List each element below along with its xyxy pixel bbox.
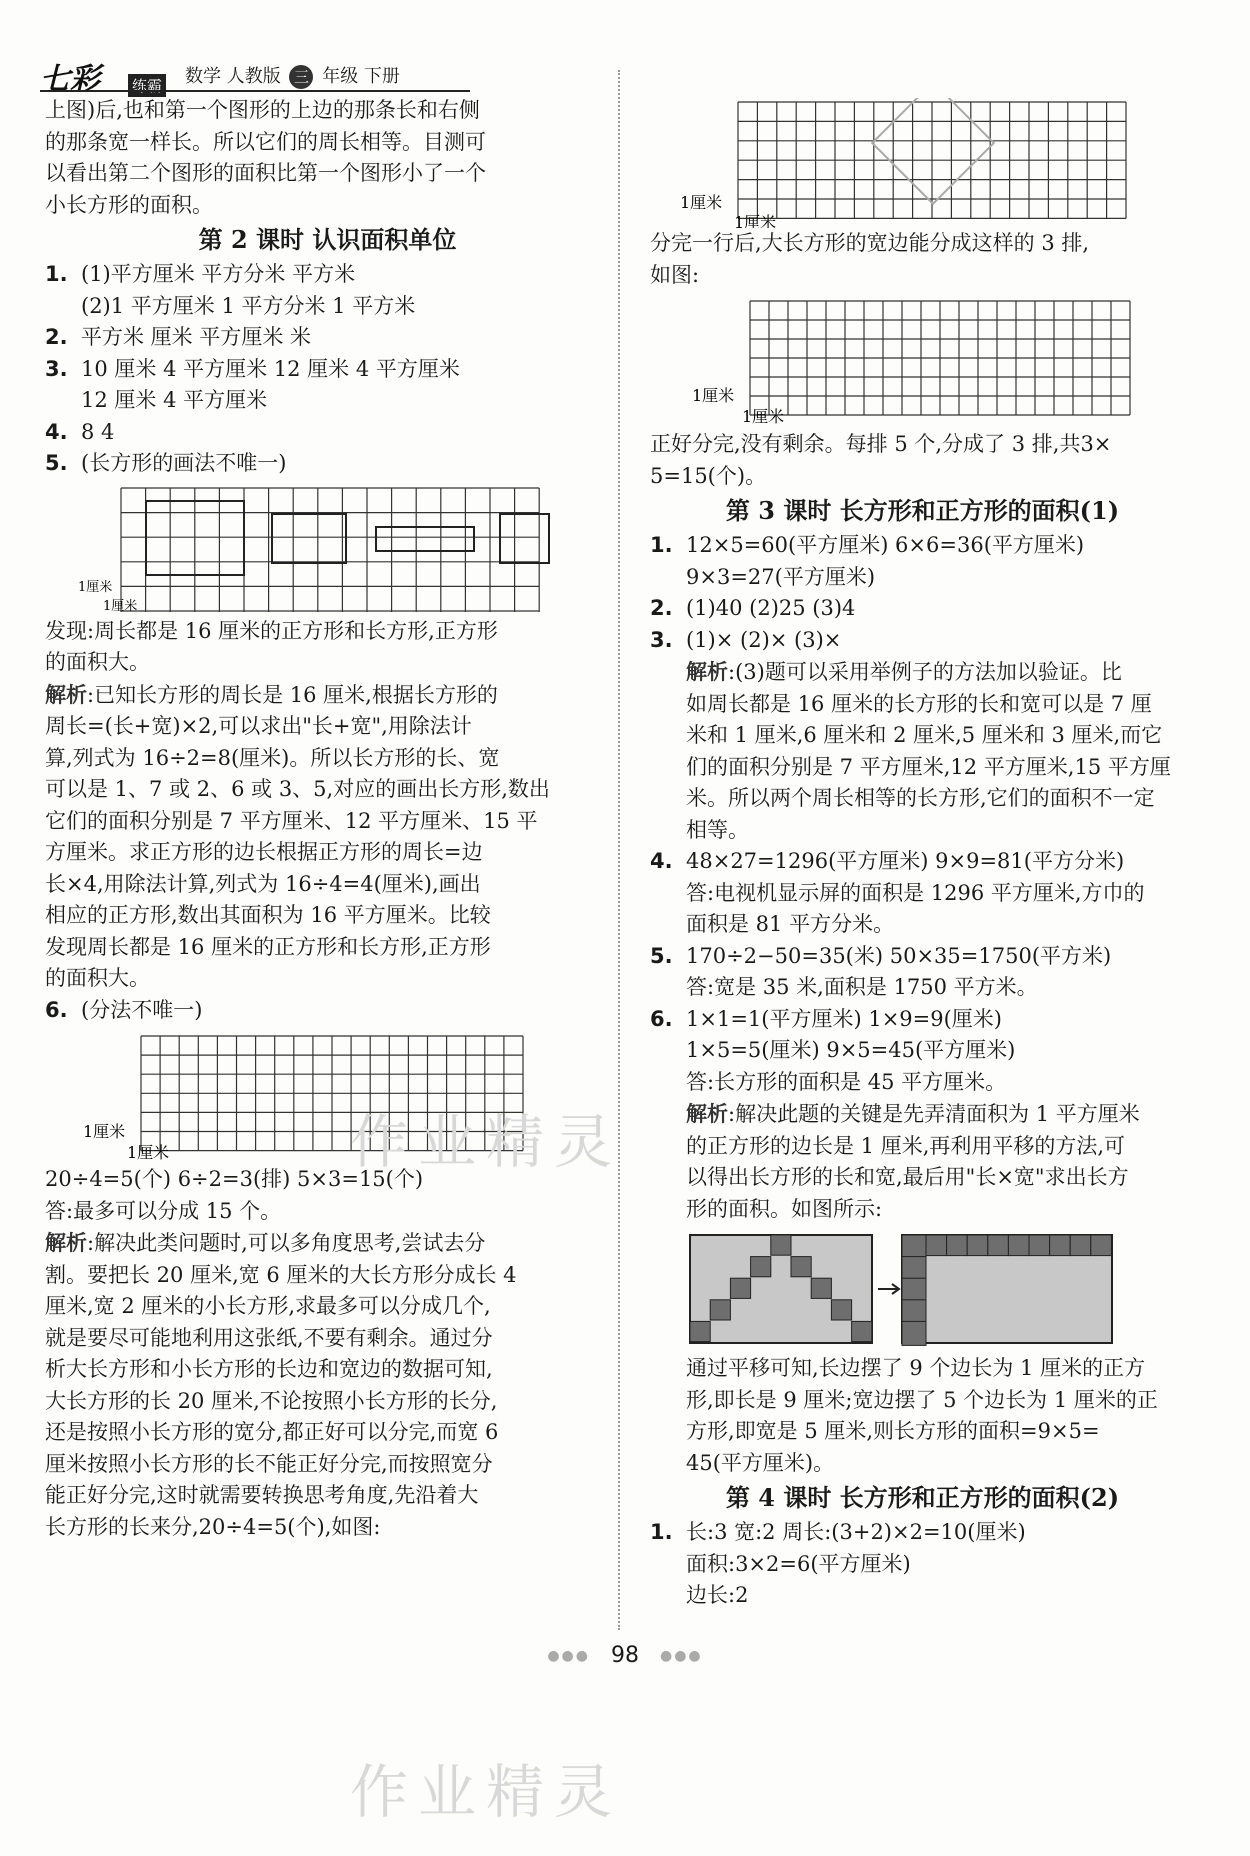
- unit-square: [791, 1257, 811, 1277]
- question-number: 6.: [45, 997, 68, 1022]
- unit-square: [771, 1235, 791, 1255]
- translation-figure: [650, 1229, 1195, 1349]
- text-line: 5=15(个)。: [650, 463, 767, 488]
- question-number: 4.: [45, 419, 68, 444]
- analysis-line: 割。要把长 20 厘米,宽 6 厘米的大长方形分成长 4: [45, 1262, 517, 1287]
- answer-line: (1)40 (2)25 (3)4: [686, 596, 856, 620]
- text-line: 通过平移可知,长边摆了 9 个边长为 1 厘米的正方: [686, 1356, 1146, 1380]
- brand-tag: 练霸: [128, 74, 166, 97]
- unit-square: [967, 1235, 988, 1256]
- unit-square: [902, 1300, 926, 1324]
- question-number: 3.: [45, 356, 68, 381]
- grid-figure-q5: [45, 484, 610, 612]
- analysis-line: 的面积大。: [45, 966, 150, 990]
- unit-square: [902, 1235, 926, 1259]
- answer-line: (分法不唯一): [81, 997, 203, 1022]
- unit-label-horizontal: 1厘米: [127, 1143, 170, 1160]
- section-title: 第 2 课时 认识面积单位: [198, 225, 457, 254]
- analysis-line: 算,列式为 16÷2=8(厘米)。所以长方形的长、宽: [45, 745, 500, 770]
- intro-line: 上图)后,也和第一个图形的上边的那条长和右侧: [45, 98, 480, 122]
- unit-square: [1008, 1235, 1029, 1256]
- answer-line: 答:电视机显示屏的面积是 1296 平方厘米,方巾的: [686, 880, 1145, 905]
- unit-square: [988, 1235, 1009, 1256]
- dots-icon: ●●●: [547, 1648, 590, 1664]
- answer-line: 1×5=5(厘米) 9×5=45(平方厘米): [686, 1038, 1016, 1062]
- calc-line: 20÷4=5(个) 6÷2=3(排) 5×3=15(个): [45, 1167, 424, 1191]
- question-number: 2.: [650, 596, 673, 620]
- question-1: [650, 530, 1195, 593]
- analysis-line: 方厘米。求正方形的边长根据正方形的周长=边: [45, 840, 483, 864]
- question-2: [45, 322, 610, 354]
- page-header: [40, 52, 470, 97]
- analysis-label: 解析: [45, 1230, 87, 1255]
- analysis-text: :(3)题可以采用举例子的方法加以验证。比: [728, 660, 1122, 684]
- watermark: 作业精灵: [350, 1758, 623, 1826]
- analysis-line: 们的面积分别是 7 平方厘米,12 平方厘米,15 平方厘: [686, 754, 1171, 779]
- question-number: 1.: [650, 533, 673, 557]
- drawn-square: [500, 514, 549, 563]
- translation-svg: [650, 1229, 1195, 1349]
- analysis-line: 周长=(长+宽)×2,可以求出"长+宽",用除法计: [45, 714, 472, 738]
- arrow-icon: [878, 1284, 899, 1294]
- question-number: 6.: [650, 1006, 673, 1031]
- unit-square: [1050, 1235, 1071, 1256]
- left-column: [45, 95, 610, 1543]
- answer-line: 长:3 宽:2 周长:(3+2)×2=10(厘米): [686, 1520, 1026, 1544]
- analysis-line: 形的面积。如图所示:: [686, 1196, 883, 1221]
- text-line: 方形,即宽是 5 厘米,则长方形的面积=9×5=: [686, 1419, 1100, 1443]
- analysis-line: 发现周长都是 16 厘米的正方形和长方形,正方形: [45, 934, 491, 959]
- grid-r1-svg: [650, 98, 1195, 228]
- unit-square: [730, 1278, 750, 1298]
- unit-square: [710, 1300, 730, 1320]
- brand-logo: 七彩: [40, 62, 100, 97]
- intro-line: 小长方形的面积。: [45, 192, 213, 217]
- grid-figure-r1: [650, 98, 1195, 228]
- unit-label-vertical: 1厘米: [78, 579, 113, 595]
- analysis-line: [45, 1227, 610, 1260]
- right-column: [650, 98, 1195, 1612]
- analysis-line: [650, 1098, 1195, 1131]
- text-line: 形,即长是 9 厘米;宽边摆了 5 个边长为 1 厘米的正: [686, 1387, 1158, 1412]
- question-2: [650, 593, 1195, 625]
- unit-square: [811, 1278, 831, 1298]
- answer-line: (1)× (2)× (3)×: [686, 627, 842, 652]
- dots-icon: ●●●: [660, 1648, 703, 1664]
- text-line: 正好分完,没有剩余。每排 5 个,分成了 3 排,共3×: [650, 432, 1112, 456]
- question-5: [650, 941, 1195, 1004]
- analysis-line: 析大长方形和小长方形的长边和宽边的数据可知,: [45, 1357, 493, 1381]
- answer-line: (1)平方厘米 平方分米 平方米: [81, 262, 356, 286]
- subject-label: 数学 人教版: [185, 66, 281, 87]
- analysis-line: 的正方形的边长是 1 厘米,再利用平移的方法,可: [686, 1133, 1126, 1158]
- answer-line: 12 厘米 4 平方厘米: [81, 388, 268, 412]
- answer-line: 8 4: [81, 419, 115, 444]
- question-6: [45, 995, 610, 1027]
- unit-square: [947, 1235, 968, 1256]
- answer-line: (长方形的画法不唯一): [81, 451, 287, 475]
- question-4: [45, 417, 610, 449]
- analysis-line: 能正好分完,这时就需要转换思考角度,先沿着大: [45, 1483, 479, 1507]
- analysis-line: 就是要尽可能地利用这张纸,不要有剩余。通过分: [45, 1325, 493, 1350]
- unit-square: [1029, 1235, 1050, 1256]
- question-number: 1.: [650, 1520, 673, 1544]
- page-footer: [0, 1643, 1250, 1668]
- section-title: 第 3 课时 长方形和正方形的面积(1): [725, 496, 1120, 525]
- analysis-line: 以得出长方形的长和宽,最后用"长×宽"求出长方: [686, 1165, 1129, 1189]
- question-number: 2.: [45, 325, 68, 349]
- finding-line: 发现:周长都是 16 厘米的正方形和长方形,正方形: [45, 618, 498, 643]
- grid-figure-r2: [650, 295, 1195, 425]
- header-rule: [40, 90, 470, 92]
- question-1: [45, 259, 610, 322]
- answer-line: 答:长方形的面积是 45 平方厘米。: [686, 1069, 1007, 1094]
- analysis-line: 相应的正方形,数出其面积为 16 平方厘米。比较: [45, 903, 491, 927]
- analysis-line: 厘米按照小长方形的长不能正好分完,而按照宽分: [45, 1451, 493, 1476]
- answer-line: 1×1=1(平方厘米) 1×9=9(厘米): [686, 1006, 1002, 1031]
- unit-square: [902, 1257, 926, 1281]
- question-5: [45, 448, 610, 480]
- unit-label-vertical: 1厘米: [692, 386, 735, 405]
- analysis-text: :解决此类问题时,可以多角度思考,尝试去分: [87, 1231, 486, 1255]
- answer-line: 平方米 厘米 平方厘米 米: [81, 325, 312, 349]
- analysis-line: 它们的面积分别是 7 平方厘米、12 平方厘米、15 平: [45, 808, 538, 833]
- unit-square: [751, 1257, 771, 1277]
- text-line: 如图:: [650, 262, 700, 287]
- analysis-text: :已知长方形的周长是 16 厘米,根据长方形的: [87, 682, 498, 707]
- answer-line: 面积:3×2=6(平方厘米): [686, 1551, 911, 1576]
- grade-badge: 三: [289, 65, 313, 89]
- analysis-line: 米。所以两个周长相等的长方形,它们的面积不一定: [686, 786, 1155, 810]
- grid-r2-svg: [650, 295, 1195, 425]
- unit-square: [902, 1321, 926, 1345]
- question-1: [650, 1517, 1195, 1612]
- text-line: 45(平方厘米)。: [686, 1450, 835, 1475]
- question-3: [45, 354, 610, 417]
- analysis-label: 解析: [686, 1101, 728, 1126]
- answer-line: 答:宽是 35 米,面积是 1750 平方米。: [686, 975, 1038, 999]
- grid-q5-svg: [45, 484, 610, 612]
- question-number: 5.: [45, 451, 68, 475]
- unit-square: [1070, 1235, 1091, 1256]
- answer-line: 9×3=27(平方厘米): [686, 564, 876, 589]
- answer-line: 12×5=60(平方厘米) 6×6=36(平方厘米): [686, 533, 1085, 557]
- analysis-line: 相等。: [686, 817, 749, 842]
- analysis-line: 大长方形的长 20 厘米,不论按照小长方形的长分,: [45, 1388, 498, 1413]
- analysis-text: :解决此题的关键是先弄清面积为 1 平方厘米: [728, 1102, 1140, 1126]
- drawn-rect-2: [272, 514, 346, 563]
- unit-label-horizontal: 1厘米: [734, 213, 777, 228]
- analysis-label: 解析: [45, 681, 87, 707]
- unit-label-horizontal: 1厘米: [103, 598, 138, 612]
- analysis-line: [45, 679, 610, 712]
- unit-label-vertical: 1厘米: [680, 193, 723, 212]
- unit-square: [902, 1278, 926, 1302]
- watermark: 作业精灵: [350, 1108, 623, 1176]
- unit-square: [1091, 1235, 1112, 1256]
- analysis-line: 长×4,用除法计算,列式为 16÷4=4(厘米),画出: [45, 871, 481, 896]
- section-title: 第 4 课时 长方形和正方形的面积(2): [725, 1483, 1120, 1512]
- analysis-line: 米和 1 厘米,6 厘米和 2 厘米,5 厘米和 3 厘米,而它: [686, 723, 1163, 747]
- analysis-line: 还是按照小长方形的宽分,都正好可以分完,而宽 6: [45, 1420, 499, 1444]
- answer-line: (2)1 平方厘米 1 平方分米 1 平方米: [81, 293, 416, 318]
- unit-square: [831, 1300, 851, 1320]
- unit-label-vertical: 1厘米: [83, 1122, 126, 1141]
- page-number: 98: [611, 1643, 639, 1668]
- analysis-label: 解析: [686, 659, 728, 684]
- answer-line: 答:最多可以分成 15 个。: [45, 1198, 282, 1223]
- unit-square: [690, 1321, 710, 1341]
- unit-square: [852, 1321, 872, 1341]
- question-number: 5.: [650, 943, 673, 968]
- unit-label-horizontal: 1厘米: [742, 407, 785, 425]
- intro-line: 的那条宽一样长。所以它们的周长相等。目测可: [45, 129, 486, 154]
- answer-line: 170÷2−50=35(米) 50×35=1750(平方米): [686, 943, 1112, 968]
- column-divider: [618, 70, 620, 1630]
- analysis-line: [650, 656, 1195, 689]
- analysis-line: 厘米,宽 2 厘米的小长方形,求最多可以分成几个,: [45, 1294, 491, 1318]
- stamp: [872, 98, 994, 204]
- analysis-line: 如周长都是 16 厘米的长方形的长和宽可以是 7 厘: [686, 691, 1152, 716]
- analysis-line: 可以是 1、7 或 2、6 或 3、5,对应的画出长方形,数出: [45, 777, 550, 801]
- question-6: [650, 1004, 1195, 1099]
- subject-info: [185, 62, 400, 89]
- answer-line: 面积是 81 平方分米。: [686, 912, 895, 936]
- question-3: [650, 625, 1195, 657]
- question-number: 3.: [650, 627, 673, 652]
- term-label: 年级 下册: [322, 66, 400, 87]
- analysis-line: 长方形的长来分,20÷4=5(个),如图:: [45, 1514, 381, 1539]
- question-number: 1.: [45, 262, 68, 286]
- finding-line: 的面积大。: [45, 650, 150, 674]
- question-number: 4.: [650, 849, 673, 873]
- answer-line: 10 厘米 4 平方厘米 12 厘米 4 平方厘米: [81, 356, 460, 381]
- text-line: 分完一行后,大长方形的宽边能分成这样的 3 排,: [650, 231, 1090, 255]
- answer-line: 边长:2: [686, 1583, 749, 1607]
- unit-square: [926, 1235, 947, 1256]
- intro-line: 以看出第二个图形的面积比第一个图形小了一个: [45, 161, 486, 185]
- drawn-rect-3: [376, 527, 474, 551]
- question-4: [650, 846, 1195, 941]
- answer-line: 48×27=1296(平方厘米) 9×9=81(平方分米): [686, 849, 1125, 873]
